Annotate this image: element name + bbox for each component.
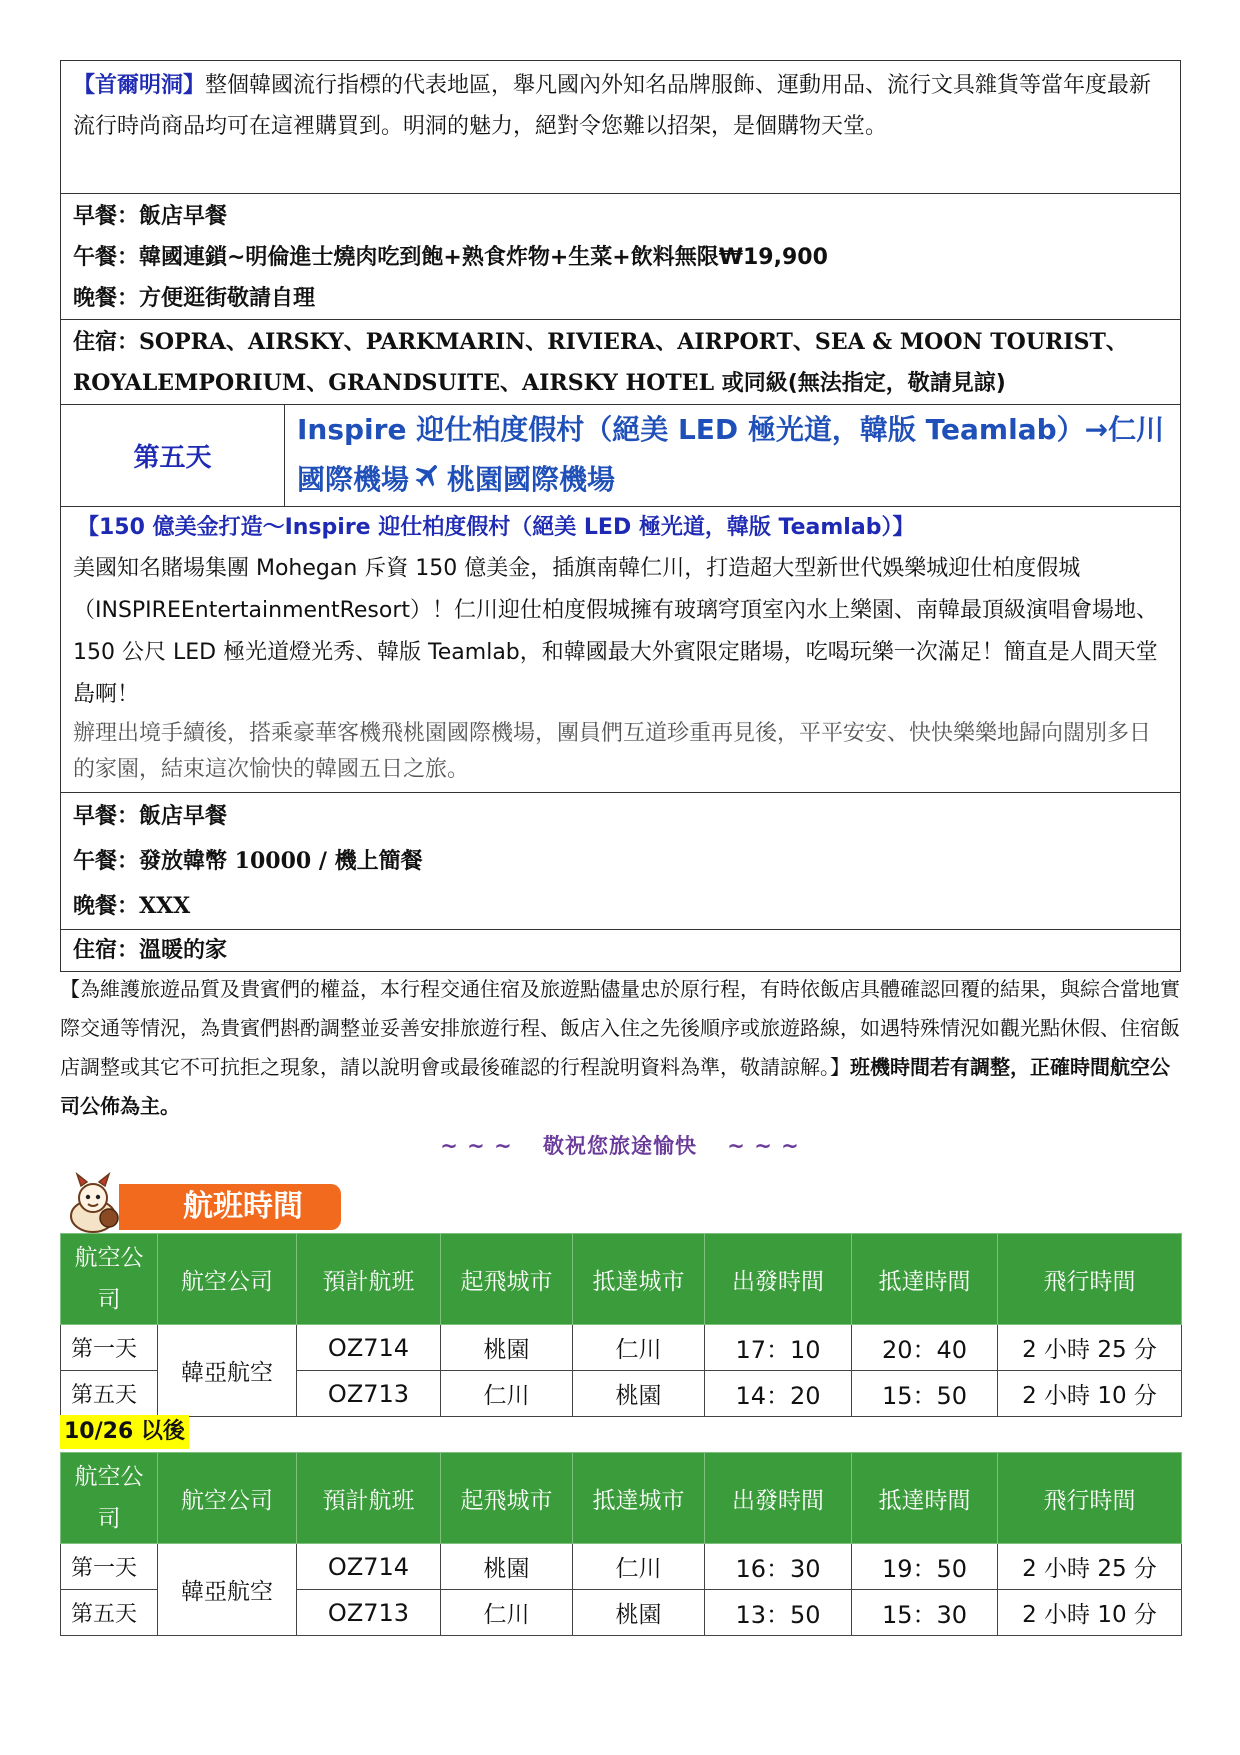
breakfast-day4: 早餐：飯店早餐 [73,204,228,229]
day5-title-line2 [297,455,1168,506]
header-flight: 預計航班 [297,1453,441,1544]
dinner-day5 [73,884,1168,929]
day-cell: 第五天 [61,1590,158,1636]
notice-bold: 班機時間若有調整，正確時間航空公司公佈為主。 [60,1055,1170,1118]
to-cell: 仁川 [573,1544,705,1590]
day5-description: 美國知名賭場集團 Mohegan 斥資 150 億美金，插旗南韓仁川，打造超大型新世代娛樂城迎仕柏度假城（INSPIREEntertainmentResort）！仁川迎仕柏度假城擁有玻璃穹頂室內水上樂園、南韓最頂級演唱會場地、150 公尺 LED 極光道燈光秀、韓版 Teamlab，和韓國最大外賓限定賭場，吃喝玩樂一次滿足！簡直是人間天堂島啊！ [73,556,1159,707]
hotel-list-1: SOPRA、AIRSKY、PARKMARIN、RIVIERA、AIRPORT、SEA & MOON TOURIST、 [139,329,1128,355]
to-cell: 仁川 [573,1325,705,1371]
day-cell: 第一天 [61,1325,158,1371]
flight-table-1-header [61,1234,1182,1325]
airplane-icon [413,456,443,506]
dep-cell: 17：10 [705,1325,852,1371]
dep-cell: 14：20 [705,1371,852,1417]
hotel-day4-line2 [73,363,1168,404]
lunch-day5-amount: 10000 / [234,848,335,874]
hotel-day5: 住宿：溫暖的家 [73,938,228,963]
meals-day4-row [61,194,1181,320]
myeongdong-text: 整個韓國流行指標的代表地區，舉凡國內外知名品牌服飾、運動用品、流行文具雜貨等當年度最新流行時尚商品均可在這裡購買到。明洞的魅力，絕對令您難以招架，是個購物天堂。 [73,73,1152,139]
from-cell: 仁川 [441,1590,573,1636]
meals-day5-row [61,793,1181,930]
duration-cell: 2 小時 25 分 [998,1544,1182,1590]
header-arr: 抵達時間 [852,1234,998,1325]
hotel-suffix: 或同級(無法指定，敬請見諒) [714,371,1006,396]
flight-table-2-header [61,1453,1182,1544]
dinner-day5-value: XXX [139,893,191,919]
dinner-day4: 晚餐：方便逛街敬請自理 [73,286,316,311]
itinerary [60,60,1181,972]
day5-subtitle: 【150 億美金打造～Inspire 迎仕柏度假村（絕美 LED 極光道，韓版 Teamlab）】 [77,515,915,540]
header-dep: 出發時間 [705,1453,852,1544]
day5-title [285,405,1181,507]
airline-cell: 韓亞航空 [158,1325,297,1417]
header-dur: 飛行時間 [998,1234,1182,1325]
header-dep: 出發時間 [705,1234,852,1325]
flight-section-title: 航班時間 [119,1184,341,1230]
header-airline: 航空公司 [158,1234,297,1325]
day-cell: 第五天 [61,1371,158,1417]
from-cell: 桃園 [441,1544,573,1590]
flight-number-cell: OZ714 [297,1544,441,1590]
lunch-day5-a: 午餐：發放韓幣 [73,849,235,874]
hotel-day4-row [61,320,1181,405]
flight-section-header [63,1172,303,1232]
header-from: 起飛城市 [441,1234,573,1325]
header-to: 抵達城市 [573,1453,705,1544]
to-cell: 桃園 [573,1371,705,1417]
day5-title-airport-1: 國際機場 [297,463,410,496]
to-cell: 桃園 [573,1590,705,1636]
day5-header-row [61,405,1181,507]
day5-description-2: 辦理出境手續後，搭乘豪華客機飛桃園國際機場，團員們互道珍重再見後，平平安安、快快樂樂地歸向闊別多日的家園，結束這次愉快的韓國五日之旅。 [73,721,1152,782]
flight-number-cell: OZ713 [297,1590,441,1636]
header-from: 起飛城市 [441,1453,573,1544]
lunch-day5-b: 機上簡餐 [334,849,423,874]
from-cell: 仁川 [441,1371,573,1417]
notice-text: 【為維護旅遊品質及貴賓們的權益，本行程交通住宿及旅遊點儘量忠於原行程，有時依飯店具體確認回覆的結果，與綜合當地實際交通等情況，為貴賓們斟酌調整並妥善安排旅遊行程、飯店入住之先後順序或旅遊路線，如遇特殊情況如觀光點休假、住宿飯店調整或其它不可抗拒之現象，請以說明會或最後確認的行程說明資料為準，敬請諒解。】 [60,977,1180,1079]
hotel-list-2: ROYALEMPORIUM、GRANDSUITE、AIRSKY HOTEL [73,370,715,396]
airline-cell: 韓亞航空 [158,1544,297,1636]
duration-cell: 2 小時 25 分 [998,1325,1182,1371]
blessing-line: ~ ~ ~ 敬祝您旅途愉快 ~ ~ ~ [440,1134,800,1158]
hotel-label: 住宿： [73,330,140,355]
breakfast-day5: 早餐：飯店早餐 [73,804,228,829]
arr-cell: 15：30 [852,1590,998,1636]
hotel-day4-line1 [73,322,1168,363]
lunch-day4: 午餐：韓國連鎖~明倫進士燒肉吃到飽+熟食炸物+生菜+飲料無限₩19,900 [73,245,828,270]
flight-number-cell: OZ713 [297,1371,441,1417]
notice-paragraph [60,970,1181,1126]
mascot-icon [63,1172,127,1234]
day5-title-line1: Inspire 迎仕柏度假村（絕美 LED 極光道，韓版 Teamlab）→仁川 [297,413,1165,446]
day5-title-airport-2: 桃園國際機場 [447,463,616,496]
flight-table-1 [60,1233,1182,1417]
header-airline-short: 航空公司 [61,1453,158,1544]
header-dur: 飛行時間 [998,1453,1182,1544]
myeongdong-row [61,61,1181,194]
hotel-day5-row [61,930,1181,972]
after-date-label: 10/26 以後 [60,1415,189,1449]
table-row [61,1544,1182,1590]
from-cell: 桃園 [441,1325,573,1371]
dinner-day5-label: 晚餐： [73,894,140,919]
day5-content-row [61,507,1181,793]
header-airline: 航空公司 [158,1453,297,1544]
arr-cell: 20：40 [852,1325,998,1371]
day5-label: 第五天 [61,405,285,507]
header-flight: 預計航班 [297,1234,441,1325]
duration-cell: 2 小時 10 分 [998,1371,1182,1417]
duration-cell: 2 小時 10 分 [998,1590,1182,1636]
myeongdong-paragraph [73,65,1168,147]
itinerary-table [60,60,1181,972]
arr-cell: 15：50 [852,1371,998,1417]
day-cell: 第一天 [61,1544,158,1590]
lunch-day5 [73,839,1168,884]
dep-cell: 13：50 [705,1590,852,1636]
arr-cell: 19：50 [852,1544,998,1590]
flight-table-2 [60,1452,1182,1636]
flight-number-cell: OZ714 [297,1325,441,1371]
table-row [61,1325,1182,1371]
myeongdong-tag: 【首爾明洞】 [73,73,206,98]
dep-cell: 16：30 [705,1544,852,1590]
header-airline-short: 航空公司 [61,1234,158,1325]
header-arr: 抵達時間 [852,1453,998,1544]
header-to: 抵達城市 [573,1234,705,1325]
